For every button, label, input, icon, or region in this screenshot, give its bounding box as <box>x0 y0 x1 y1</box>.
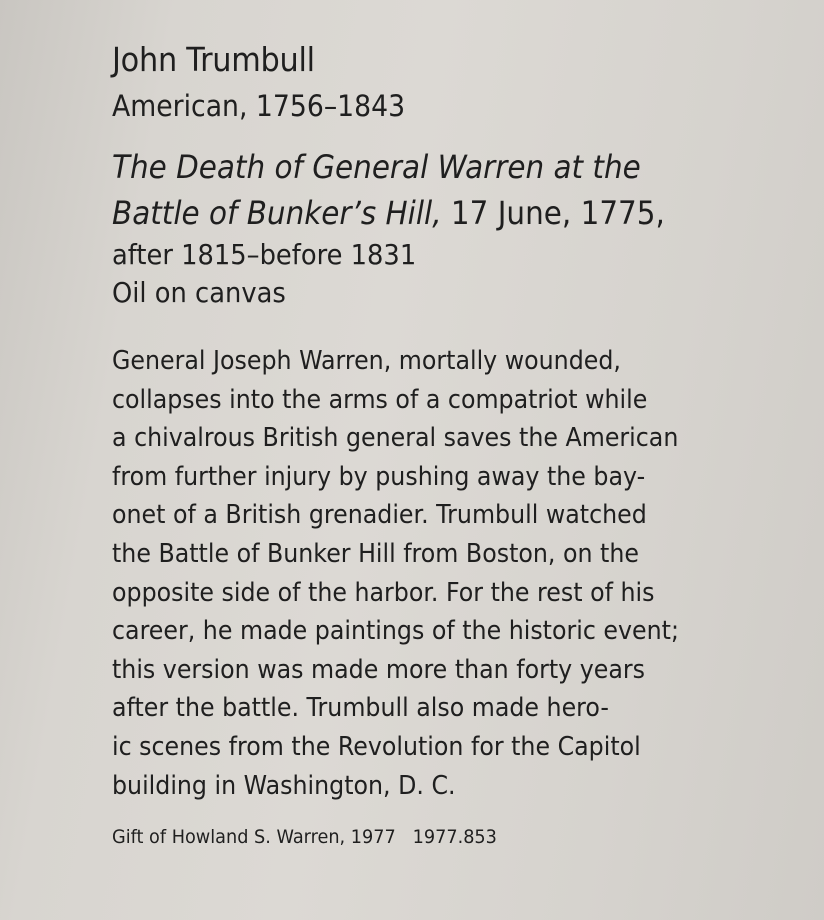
accession-number: 1977.853 <box>412 826 497 849</box>
description-line: General Joseph Warren, mortally wounded, <box>112 346 621 376</box>
artwork-title-line-2-text: Battle of Bunker’s Hill, <box>112 194 442 232</box>
artwork-title <box>112 144 701 236</box>
description-line: ic scenes from the Revolution for the Capitol <box>112 731 641 762</box>
wall-label <box>112 36 752 851</box>
artist-nationality-dates: American, 1756–1843 <box>112 89 406 123</box>
credit-text: Gift of Howland S. Warren, 1977 <box>112 826 396 849</box>
artwork-medium: Oil on canvas <box>112 276 286 309</box>
credit-line <box>112 823 707 851</box>
description-line: collapses into the arms of a compatriot while <box>112 384 648 415</box>
artwork-description <box>112 342 707 805</box>
description-line: after the battle. Trumbull also made hero- <box>112 693 609 724</box>
artwork-title-date: 17 June, 1775, <box>441 194 665 232</box>
description-line: a chivalrous British general saves the American <box>112 423 679 454</box>
artwork-title-line-1: The Death of General Warren at the <box>112 148 641 186</box>
artwork-title-line-2 <box>112 190 701 236</box>
description-line: the Battle of Bunker Hill from Boston, on the <box>112 538 639 569</box>
description-line: building in Washington, D. C. <box>112 770 456 801</box>
description-line: onet of a British grenadier. Trumbull watched <box>112 500 647 531</box>
artist-name: John Trumbull <box>112 40 315 79</box>
description-line: opposite side of the harbor. For the rest of his <box>112 577 655 608</box>
description-line: from further injury by pushing away the bay- <box>112 461 646 492</box>
description-line: this version was made more than forty years <box>112 654 645 685</box>
description-line: career, he made paintings of the historic event; <box>112 616 679 647</box>
artwork-date: after 1815–before 1831 <box>112 238 417 271</box>
